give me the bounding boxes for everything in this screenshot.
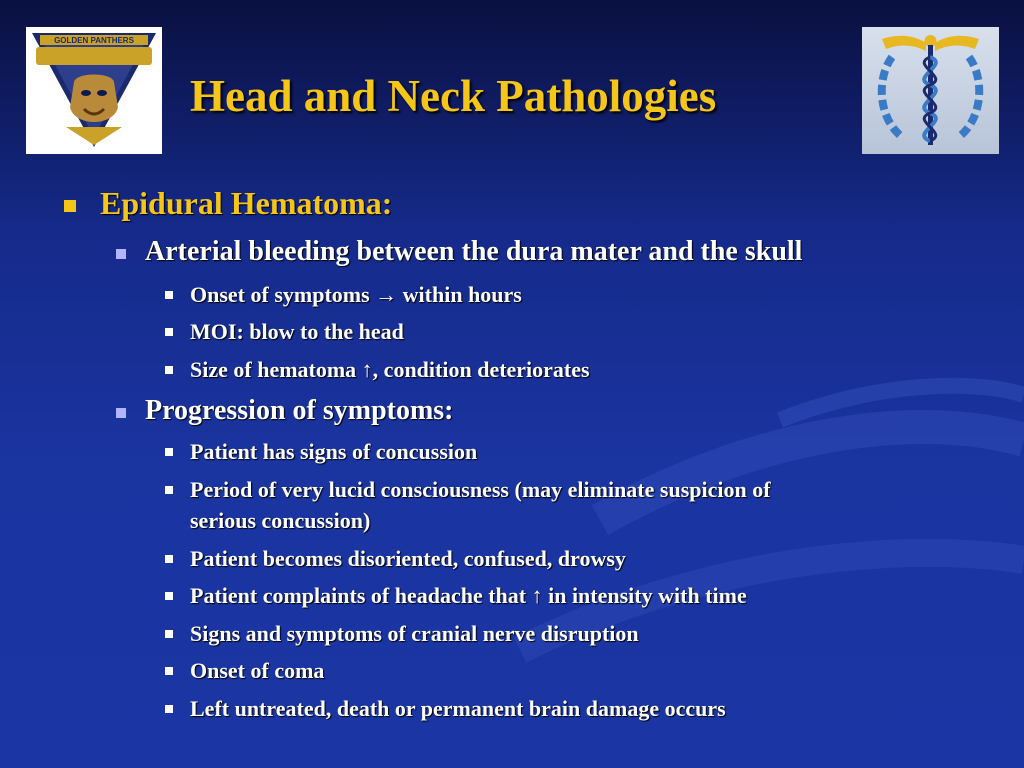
- sub-text: Signs and symptoms of cranial nerve disruption: [190, 621, 639, 646]
- sub-text: Patient has signs of concussion: [190, 439, 478, 464]
- slide-title: Head and Neck Pathologies: [190, 71, 717, 121]
- sub-text: Size of hematoma ↑, condition deteriorates: [190, 357, 590, 382]
- point-text: Arterial bleeding between the dura mater and the skull: [145, 236, 803, 267]
- square-bullet-icon: [116, 249, 126, 259]
- square-bullet-icon: [165, 555, 173, 563]
- logo-top-text: GOLDEN PANTHERS: [54, 36, 134, 45]
- heading-text: Epidural Hematoma:: [100, 185, 393, 221]
- square-bullet-icon: [116, 408, 126, 418]
- sub-text: Patient complaints of headache that ↑ in intensity with time: [190, 583, 747, 608]
- square-bullet-icon: [165, 328, 173, 336]
- sub-text: Patient becomes disoriented, confused, drowsy: [190, 546, 626, 571]
- square-bullet-icon: [165, 592, 173, 600]
- square-bullet-icon: [165, 705, 173, 713]
- square-bullet-icon: [64, 200, 76, 212]
- square-bullet-icon: [165, 291, 173, 299]
- square-bullet-icon: [165, 448, 173, 456]
- square-bullet-icon: [165, 486, 173, 494]
- sub-text: Onset of symptoms → within hours: [190, 282, 522, 307]
- sub-text: Onset of coma: [190, 658, 325, 683]
- square-bullet-icon: [165, 630, 173, 638]
- square-bullet-icon: [165, 667, 173, 675]
- sub-text: Period of very lucid consciousness (may eliminate suspicion of: [190, 477, 771, 502]
- sub-text: serious concussion): [190, 508, 371, 533]
- sub-text: MOI: blow to the head: [190, 319, 404, 344]
- square-bullet-icon: [165, 366, 173, 374]
- point-text: Progression of symptoms:: [145, 395, 454, 426]
- sub-text: Left untreated, death or permanent brain damage occurs: [190, 696, 726, 721]
